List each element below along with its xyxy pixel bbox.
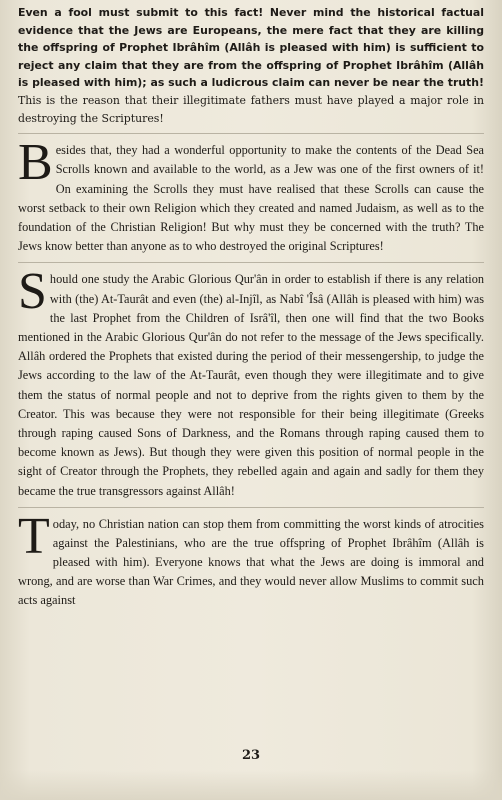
paragraph-3-text: hould one study the Arabic Glorious Qur'ân in order to establish if there is any relation with (the) At-Taurât and even (the) al-Injîl, as Nabî 'Îsâ (Allâh is pleased with him) was the last Prophet from the Children of Isrâ'îl, then one will find that the two Books mentioned in the Arabic Glorious Qur'ân do not refer to the message of the Jews specifically. Allâh ordered the Prophets that existed during the period of their messengership, to judge the Jews according to the law of the At-Taurât, even though they were illegitimate and to give them the status of normal people and not to deprive from the rights given to them by the Creator. This was because they were not responsible for their being illegitimate (Greeks through raping caused Sons of Darkness, and the Romans through raping caused them to become known as Jews). But though they were given this position of normal people in the sight of Creator through the Prophets, they rebelled again and again and sadly for them they became the true transgressors against Allâh! [18, 272, 484, 498]
drop-cap-t: T [18, 507, 50, 565]
paragraph-2-text: esides that, they had a wonderful opportunity to make the contents of the Dead Sea Scrolls known and available to the world, as a Jew was one of the first owners of it! On examining the Scrolls they must have realised that these Scrolls can cause the worst setback to their own Religion which they created and named Judaism, as well as to the foundation of the Christian Religion! But why must they be concerned with the truth? The Jews know better than anyone as to who destroyed the original Scriptures! [18, 143, 484, 254]
divider [18, 133, 484, 134]
paragraph-1-bold: Even a fool must submit to this fact! Never mind the historical factual evidence that the Jews are Europeans, the mere fact that they are killing the offspring of Prophet Ibrâhîm (Allâh is pleased with him) is sufficient to reject any claim that they are from the offspring of Prophet Ibrâhîm (Allâh is pleased with him); as such a ludicrous claim can never be near the truth! [18, 6, 484, 90]
drop-cap-b: B [18, 134, 53, 192]
divider [18, 262, 484, 263]
drop-cap-s: S [18, 263, 47, 321]
paragraph-4-text: oday, no Christian nation can stop them from committing the worst kinds of atrocities against the Palestinians, who are the true offspring of Prophet Ibrâhîm (Allâh is pleased with him). Everyone knows that what the Jews are doing is immoral and wrong, and are worse than War Crimes, and they would never allow Muslims to commit such acts against [18, 516, 484, 607]
divider [18, 507, 484, 508]
paragraph-1-regular: This is the reason that their illegitimate fathers must have played a major role in destroying the Scriptures! [18, 93, 484, 125]
page-number: 23 [241, 748, 261, 763]
body-text [18, 4, 484, 616]
page-bottom-shadow [0, 770, 502, 800]
paragraph-1 [18, 4, 484, 127]
paragraph-4 [18, 507, 484, 610]
paragraph-3 [18, 263, 484, 500]
paragraph-2 [18, 134, 484, 256]
